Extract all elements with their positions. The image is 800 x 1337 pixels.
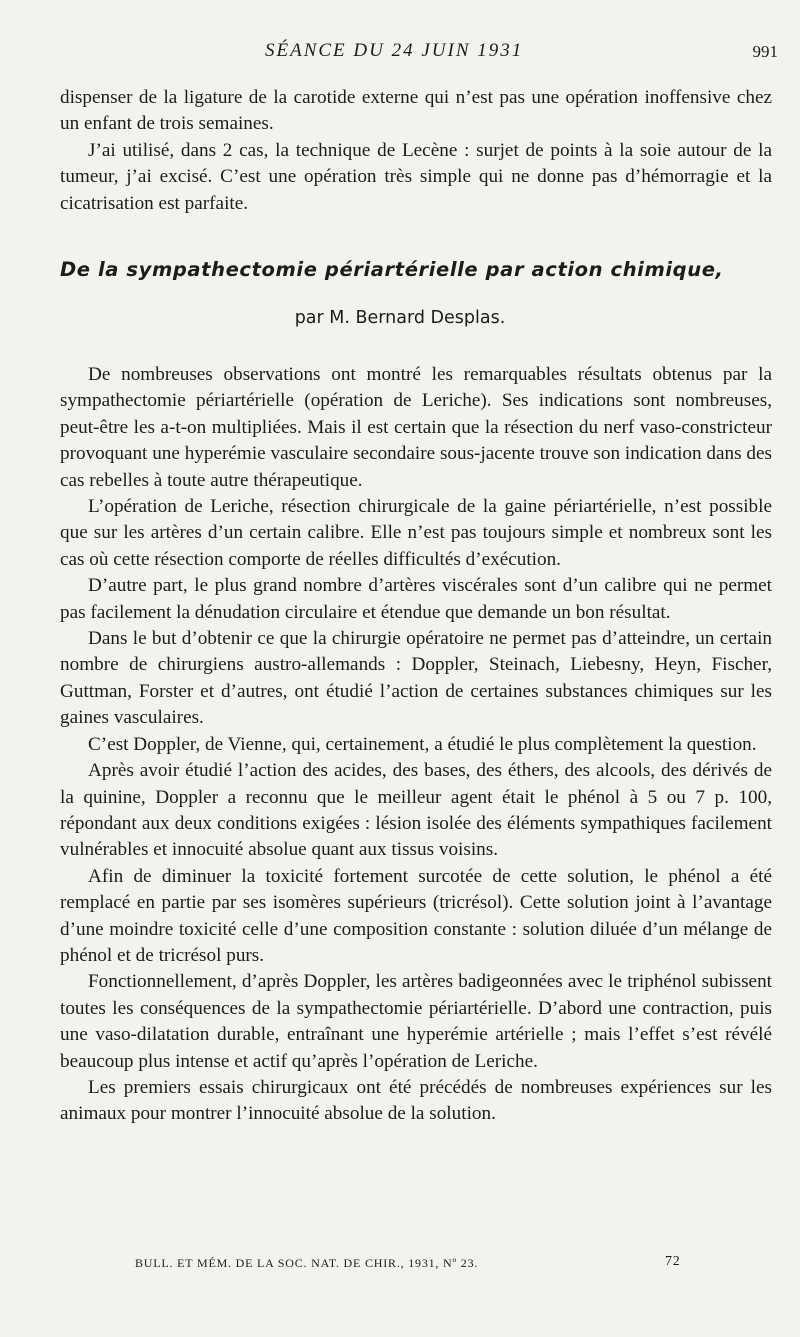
journal-reference: BULL. ET MÉM. DE LA SOC. NAT. DE CHIR., 1931, Nº 23.: [135, 1256, 479, 1270]
paragraph: Dans le but d’obtenir ce que la chirurgie opératoire ne permet pas d’atteindre, un certain nombre de chirurgiens austro-allemands : Doppler, Steinach, Liebesny, Heyn, Fischer, Guttman, Forster et d’autres, ont étudié l’action de certaines substances chimiques sur les gaines vasculaires.: [60, 628, 772, 729]
signature-number: 72: [665, 1254, 681, 1269]
paragraph: De nombreuses observations ont montré les remarquables résultats obtenus par la sympathectomie périartérielle (opération de Leriche). Ses indications sont nombreuses, peut-être les a-t-on multipliées. Mais il est certain que la résection du nerf vaso-constricteur provoquant une hyperémie vasculaire secondaire sous-jacente trouve son indication dans des cas rebelles à toute autre thérapeutique.: [60, 364, 772, 491]
paragraph: J’ai utilisé, dans 2 cas, la technique de Lecène : surjet de points à la soie autour de la tumeur, j’ai excisé. C’est une opération très simple qui ne donne pas d’hémorragie et la cicatrisation est parfaite.: [60, 139, 772, 214]
paragraph: Fonctionnellement, d’après Doppler, les artères badigeonnées avec le triphénol subissent toutes les conséquences de la sympathectomie périartérielle. D’abord une contraction, puis une vaso-dilatation durable, entraînant une hyperémie artérielle ; mais l’effet s’est révélé beaucoup plus intense et actif qu’après l’opération de Leriche.: [60, 971, 772, 1072]
paragraph: Afin de diminuer la toxicité fortement surcotée de cette solution, le phénol a été remplacé en partie par ses isomères supérieurs (tricrésol). Cette solution joint à l’avantage d’une moindre toxicité celle d’une composition constante : solution diluée d’un mélange de phénol et de tricrésol purs.: [60, 865, 772, 966]
page-footer: [0, 1256, 800, 1276]
paragraph: D’autre part, le plus grand nombre d’artères viscérales sont d’un calibre qui ne permet pas facilement la dénudation circulaire et étendue que demande un bon résultat.: [60, 575, 772, 623]
paragraph: L’opération de Leriche, résection chirurgicale de la gaine périartérielle, n’est possible que sur les artères d’un certain calibre. Elle n’est pas toujours simple et nombreux sont les cas où cette résection comporte de réelles difficultés d’exécution.: [60, 496, 772, 570]
paragraph: dispenser de la ligature de la carotide externe qui n’est pas une opération inoffensive chez un enfant de trois semaines.: [60, 87, 772, 135]
paragraph: Après avoir étudié l’action des acides, des bases, des éthers, des alcools, des dérivés de la quinine, Doppler a reconnu que le meilleur agent était le phénol à 5 ou 7 p. 100, répondant aux deux conditions exigées : lésion isolée des éléments sympathiques facilement vulnérables et innocuité absolue quant aux tissus voisins.: [60, 760, 772, 861]
paragraph: Les premiers essais chirurgicaux ont été précédés de nombreuses expériences sur les animaux pour montrer l’innocuité absolue de la solution.: [60, 1076, 772, 1125]
article-body: [60, 362, 772, 1128]
paragraph: C’est Doppler, de Vienne, qui, certainement, a étudié le plus complètement la question.: [88, 733, 757, 755]
running-header: [0, 40, 800, 68]
intro-text-block: [60, 85, 772, 217]
article-author: par M. Bernard Desplas.: [294, 308, 506, 328]
running-title: SÉANCE DU 24 JUIN 1931: [265, 40, 524, 61]
page-number: 991: [752, 42, 778, 61]
article-title: De la sympathectomie périartérielle par action chimique,: [60, 258, 724, 281]
